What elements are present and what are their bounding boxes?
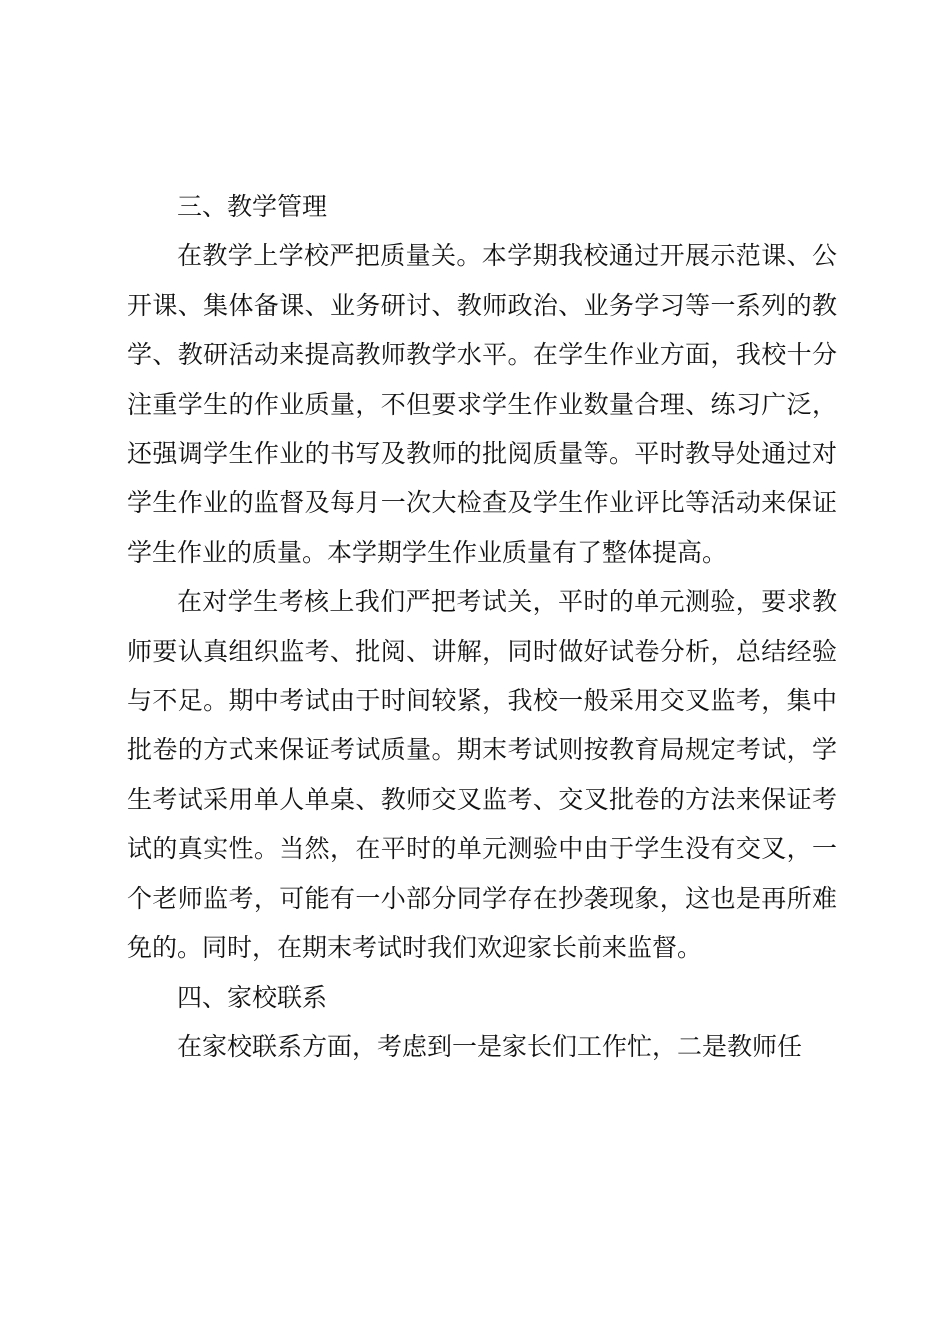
paragraph-home-school: 在家校联系方面，考虑到一是家长们工作忙，二是教师任 (177, 1031, 803, 1061)
document-body (127, 182, 837, 1071)
section-heading-teaching-management: 三、教学管理 (177, 192, 328, 221)
paragraph-exam-management: 在对学生考核上我们严把考试关，平时的单元测验，要求教师要认真组织监考、批阅、讲解，同时做好试卷分析，总结经验与不足。期中考试由于时间较紧，我校一般采用交叉监考，集中批卷的方式来保证考试质量。期末考试则按教育局规定考试，学生考试采用单人单桌、教师交叉监考、交叉批卷的方法来保证考试的真实性。当然，在平时的单元测验中由于学生没有交叉，一个老师监考，可能有一小部分同学存在抄袭现象，这也是再所难免的。同时，在期末考试时我们欢迎家长前来监督。 (127, 587, 837, 963)
paragraph-teaching-quality: 在教学上学校严把质量关。本学期我校通过开展示范课、公开课、集体备课、业务研讨、教师政治、业务学习等一系列的教学、教研活动来提高教师教学水平。在学生作业方面，我校十分注重学生的作业质量，不但要求学生作业数量合理、练习广泛，还强调学生作业的书写及教师的批阅质量等。平时教导处通过对学生作业的监督及每月一次大检查及学生作业评比等活动来保证学生作业的质量。本学期学生作业质量有了整体提高。 (127, 241, 837, 567)
section-heading-home-school: 四、家校联系 (177, 982, 328, 1012)
